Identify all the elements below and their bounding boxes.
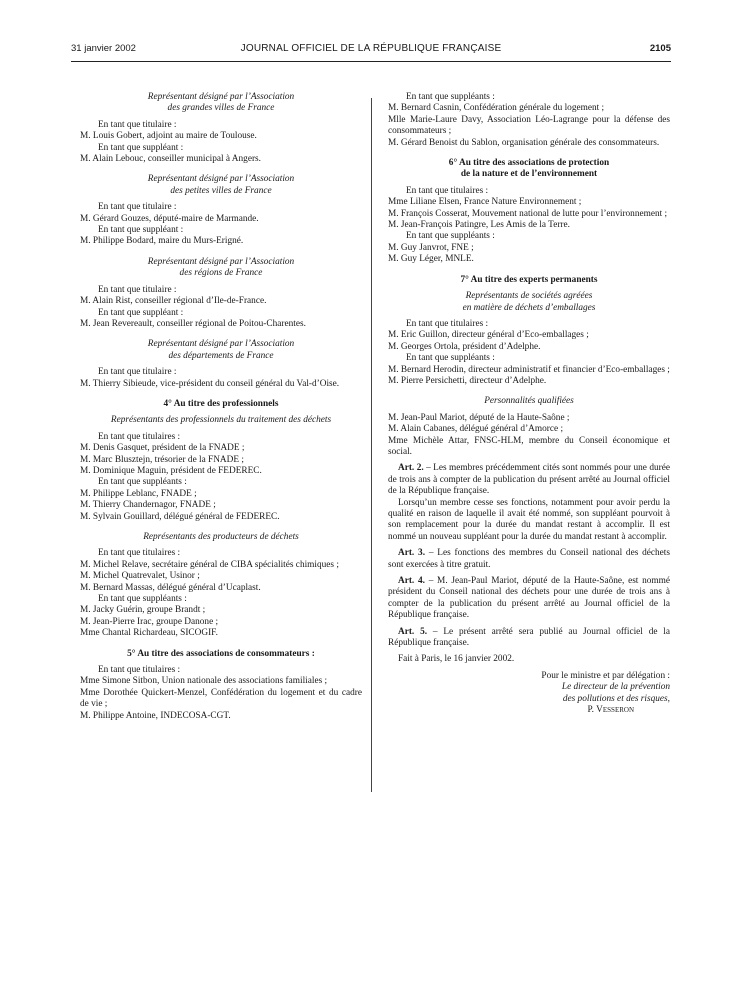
- member-entry: M. François Cosserat, Mouvement national de lutte pour l’environnement ;: [388, 208, 668, 219]
- signature-line: Le directeur de la prévention: [561, 682, 670, 693]
- section-heading: en matière de déchets d’emballages: [462, 302, 596, 313]
- section-heading: des départements de France: [168, 350, 274, 361]
- section-heading: des régions de France: [179, 268, 263, 279]
- member-entry: Mme Michèle Attar, FNSC-HLM, membre du Conseil économique et social.: [388, 435, 670, 457]
- role-label: En tant que titulaires :: [406, 318, 489, 329]
- header-page-number: 2105: [649, 43, 671, 54]
- section-heading: Représentant désigné par l’Association: [147, 174, 295, 185]
- member-entry: M. Alain Lebouc, conseiller municipal à Angers.: [80, 154, 261, 165]
- done-at: Fait à Paris, le 16 janvier 2002.: [398, 654, 515, 665]
- member-entry: M. Bernard Herodin, directeur administratif et financier d’Eco-emballages ;: [388, 364, 670, 375]
- article-label: Art. 5.: [398, 626, 428, 637]
- member-entry: M. Philippe Leblanc, FNADE ;: [80, 488, 197, 499]
- article-2-continued: Lorsqu’un membre cesse ses fonctions, notamment pour avoir perdu la qualité en raison de laquelle il avait été nommé, son suppléant pourvoit à son remplacement pour la durée du mandat restant à accomplir. Il est nommé un nouveau suppléant pour la durée du mandat restant à accomplir.: [388, 497, 670, 542]
- article-text: – Les membres précédemment cités sont nommés pour une durée de trois ans à compter de la publication du présent arrêté au Journal officiel de la République française.: [388, 463, 670, 497]
- role-label: En tant que suppléants :: [98, 594, 187, 605]
- member-entry: Mme Liliane Elsen, France Nature Environnement ;: [388, 197, 582, 208]
- section-heading: Représentants de sociétés agréées: [465, 291, 593, 302]
- member-entry: M. Jean-Paul Mariot, député de la Haute-Saône ;: [388, 412, 570, 423]
- article-label: Art. 4.: [398, 576, 425, 587]
- page-header: [71, 43, 671, 59]
- member-entry: M. Guy Léger, MNLE.: [388, 254, 474, 265]
- member-entry: M. Michel Relave, secrétaire général de CIBA spécialités chimiques ;: [80, 559, 339, 570]
- member-entry: Mme Dorothée Quickert-Menzel, Confédération du logement et du cadre de vie ;: [80, 687, 362, 710]
- article-text: – Les fonctions des membres du Conseil national des déchets sont exercées à titre gratuit.: [388, 548, 670, 570]
- article-2: [388, 463, 670, 497]
- member-entry: M. Bernard Massas, délégué général d’Ucaplast.: [80, 582, 261, 593]
- role-label: En tant que suppléant :: [98, 225, 184, 236]
- member-entry: Mme Simone Sitbon, Union nationale des associations familiales ;: [80, 676, 328, 687]
- member-entry: M. Georges Ortola, président d’Adelphe.: [388, 341, 541, 352]
- member-entry: M. Gérard Benoist du Sablon, organisation générale des consommateurs.: [388, 137, 660, 148]
- member-entry: M. Jean-Pierre Irac, groupe Danone ;: [80, 616, 219, 627]
- section-heading: des grandes villes de France: [167, 103, 275, 114]
- member-entry: M. Sylvain Gouillard, délégué général de FEDEREC.: [80, 511, 280, 522]
- header-date: 31 janvier 2002: [71, 43, 136, 54]
- role-label: En tant que titulaire :: [98, 367, 177, 378]
- role-label: En tant que titulaires :: [98, 548, 181, 559]
- section-title: 7° Au titre des experts permanents: [460, 274, 598, 285]
- section-heading: Représentants des professionnels du traitement des déchets: [110, 415, 332, 426]
- role-label: En tant que titulaire :: [98, 119, 177, 130]
- article-3: [388, 548, 670, 571]
- member-entry: M. Jacky Guérin, groupe Brandt ;: [80, 605, 206, 616]
- role-label: En tant que suppléant :: [98, 142, 184, 153]
- article-label: Art. 2.: [398, 463, 424, 474]
- section-title: de la nature et de l’environnement: [460, 169, 598, 180]
- section-title: 6° Au titre des associations de protection: [448, 158, 610, 169]
- member-entry: M. Thierry Chandernagor, FNADE ;: [80, 500, 216, 511]
- role-label: En tant que suppléant :: [98, 307, 184, 318]
- member-entry: M. Thierry Sibieude, vice-président du conseil général du Val-d’Oise.: [80, 378, 340, 389]
- member-entry: M. Louis Gobert, adjoint au maire de Toulouse.: [80, 131, 257, 142]
- right-column: [388, 92, 670, 717]
- role-label: En tant que suppléants :: [406, 92, 495, 102]
- member-entry: M. Bernard Casnin, Confédération générale du logement ;: [388, 103, 605, 114]
- member-entry: M. Denis Gasquet, président de la FNADE ;: [80, 443, 245, 454]
- article-label: Art. 3.: [398, 548, 426, 559]
- member-entry: M. Eric Guillon, directeur général d’Eco-emballages ;: [388, 330, 589, 341]
- section-heading: Représentants des producteurs de déchets: [143, 532, 299, 542]
- header-rule: [71, 61, 671, 62]
- role-label: En tant que titulaires :: [98, 665, 181, 676]
- role-label: En tant que titulaire :: [98, 202, 177, 213]
- role-label: En tant que suppléants :: [406, 231, 495, 242]
- member-entry: M. Alain Rist, conseiller régional d’Ile-de-France.: [80, 296, 267, 307]
- member-entry: M. Marc Blusztejn, trésorier de la FNADE ;: [80, 454, 244, 465]
- member-entry: Mlle Marie-Laure Davy, Association Léo-Lagrange pour la défense des consommateurs ;: [388, 114, 670, 137]
- role-label: En tant que titulaires :: [98, 431, 181, 442]
- member-entry: M. Jean Revereault, conseiller régional de Poitou-Charentes.: [80, 318, 306, 329]
- section-heading: Personnalités qualifiées: [484, 396, 574, 407]
- member-entry: M. Dominique Maguin, président de FEDEREC.: [80, 465, 262, 476]
- member-entry: M. Gérard Gouzes, député-maire de Marmande.: [80, 213, 259, 224]
- left-column: [80, 92, 362, 722]
- member-entry: M. Jean-François Patingre, Les Amis de la Terre.: [388, 220, 570, 231]
- member-entry: M. Guy Janvrot, FNE ;: [388, 242, 474, 253]
- article-5: [388, 627, 670, 650]
- column-divider: [371, 98, 372, 792]
- header-title: JOURNAL OFFICIEL DE LA RÉPUBLIQUE FRANÇAISE: [240, 43, 502, 54]
- member-entry: Mme Chantal Richardeau, SICOGIF.: [80, 628, 218, 639]
- signature-name: P. Vesseron: [587, 705, 634, 716]
- section-title: 5° Au titre des associations de consommateurs :: [127, 648, 315, 659]
- article-4: [388, 576, 670, 622]
- section-title: 4° Au titre des professionnels: [163, 398, 279, 409]
- role-label: En tant que titulaires :: [406, 185, 489, 196]
- section-heading: Représentant désigné par l’Association: [147, 92, 295, 102]
- section-heading: Représentant désigné par l’Association: [147, 256, 295, 267]
- role-label: En tant que suppléants :: [406, 353, 495, 364]
- signature-line: Pour le ministre et par délégation :: [541, 670, 670, 681]
- member-entry: M. Philippe Antoine, INDECOSA-CGT.: [80, 710, 231, 721]
- member-entry: M. Philippe Bodard, maire du Murs-Erigné.: [80, 236, 244, 247]
- section-heading: Représentant désigné par l’Association: [147, 339, 295, 350]
- member-entry: M. Pierre Persichetti, directeur d’Adelphe.: [388, 375, 547, 386]
- article-text: – M. Jean-Paul Mariot, député de la Haute-Saône, est nommé président du Conseil national des déchets pour une durée de trois ans à compter de la publication du présent arrêté au Journal officiel de la République française.: [388, 576, 671, 621]
- signature-line: des pollutions et des risques,: [562, 693, 670, 704]
- section-heading: des petites villes de France: [170, 185, 272, 196]
- member-entry: M. Michel Quatrevalet, Usinor ;: [80, 571, 200, 582]
- role-label: En tant que suppléants :: [98, 477, 187, 488]
- role-label: En tant que titulaire :: [98, 284, 177, 295]
- article-text: – Le présent arrêté sera publié au Journal officiel de la République française.: [388, 626, 671, 649]
- member-entry: M. Alain Cabanes, délégué général d’Amorce ;: [388, 424, 564, 435]
